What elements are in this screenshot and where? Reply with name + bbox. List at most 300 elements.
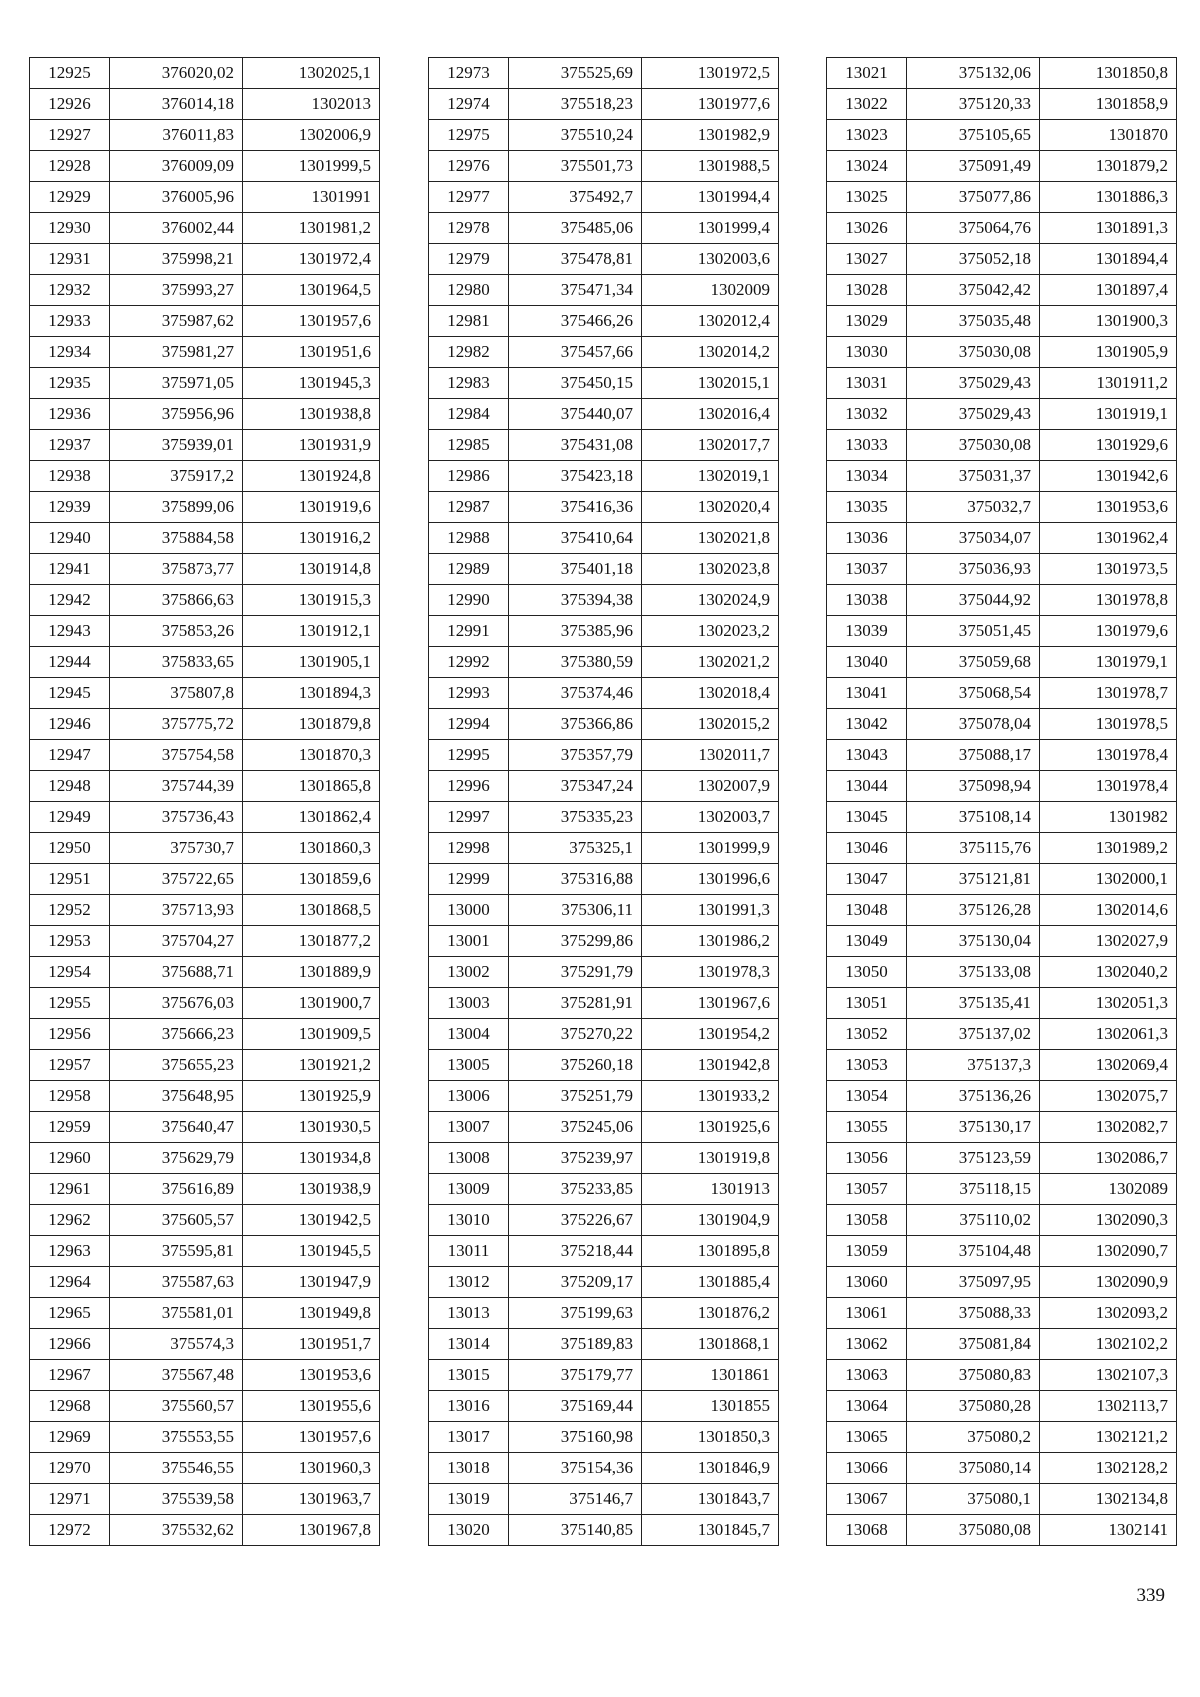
y-coordinate-cell: 1302134,8 bbox=[1040, 1484, 1177, 1515]
x-coordinate-cell: 375466,26 bbox=[509, 306, 642, 337]
y-coordinate-cell: 1301978,7 bbox=[1040, 678, 1177, 709]
y-coordinate-cell: 1302014,6 bbox=[1040, 895, 1177, 926]
table-row bbox=[30, 740, 380, 771]
x-coordinate-cell: 375120,33 bbox=[907, 89, 1040, 120]
table-row bbox=[827, 1391, 1177, 1422]
y-coordinate-cell: 1301955,6 bbox=[243, 1391, 380, 1422]
y-coordinate-cell: 1301891,3 bbox=[1040, 213, 1177, 244]
y-coordinate-cell: 1301982 bbox=[1040, 802, 1177, 833]
point-number-cell: 13067 bbox=[827, 1484, 907, 1515]
x-coordinate-cell: 375416,36 bbox=[509, 492, 642, 523]
point-number-cell: 13038 bbox=[827, 585, 907, 616]
table-row bbox=[429, 1174, 779, 1205]
table-row bbox=[827, 585, 1177, 616]
table-row bbox=[30, 182, 380, 213]
y-coordinate-cell: 1302014,2 bbox=[642, 337, 779, 368]
table-row bbox=[30, 1205, 380, 1236]
x-coordinate-cell: 375492,7 bbox=[509, 182, 642, 213]
y-coordinate-cell: 1301989,2 bbox=[1040, 833, 1177, 864]
table-row bbox=[429, 957, 779, 988]
y-coordinate-cell: 1302012,4 bbox=[642, 306, 779, 337]
x-coordinate-cell: 375088,33 bbox=[907, 1298, 1040, 1329]
x-coordinate-cell: 375140,85 bbox=[509, 1515, 642, 1546]
y-coordinate-cell: 1301876,2 bbox=[642, 1298, 779, 1329]
y-coordinate-cell: 1302023,2 bbox=[642, 616, 779, 647]
table-row bbox=[429, 1391, 779, 1422]
table-row bbox=[827, 771, 1177, 802]
y-coordinate-cell: 1302020,4 bbox=[642, 492, 779, 523]
y-coordinate-cell: 1301924,8 bbox=[243, 461, 380, 492]
y-coordinate-cell: 1302025,1 bbox=[243, 58, 380, 89]
y-coordinate-cell: 1301934,8 bbox=[243, 1143, 380, 1174]
table-row bbox=[429, 1422, 779, 1453]
x-coordinate-cell: 375088,17 bbox=[907, 740, 1040, 771]
point-number-cell: 13035 bbox=[827, 492, 907, 523]
x-coordinate-cell: 375035,48 bbox=[907, 306, 1040, 337]
y-coordinate-cell: 1302019,1 bbox=[642, 461, 779, 492]
table-row bbox=[30, 1267, 380, 1298]
x-coordinate-cell: 376011,83 bbox=[110, 120, 243, 151]
point-number-cell: 13034 bbox=[827, 461, 907, 492]
point-number-cell: 12998 bbox=[429, 833, 509, 864]
point-number-cell: 12929 bbox=[30, 182, 110, 213]
point-number-cell: 13024 bbox=[827, 151, 907, 182]
point-number-cell: 12948 bbox=[30, 771, 110, 802]
point-number-cell: 12979 bbox=[429, 244, 509, 275]
y-coordinate-cell: 1301991 bbox=[243, 182, 380, 213]
y-coordinate-cell: 1301915,3 bbox=[243, 585, 380, 616]
y-coordinate-cell: 1301925,6 bbox=[642, 1112, 779, 1143]
table-row bbox=[30, 1422, 380, 1453]
y-coordinate-cell: 1301905,9 bbox=[1040, 337, 1177, 368]
point-number-cell: 12968 bbox=[30, 1391, 110, 1422]
point-number-cell: 13051 bbox=[827, 988, 907, 1019]
y-coordinate-cell: 1301861 bbox=[642, 1360, 779, 1391]
point-number-cell: 13048 bbox=[827, 895, 907, 926]
table-row bbox=[827, 213, 1177, 244]
x-coordinate-cell: 375029,43 bbox=[907, 368, 1040, 399]
point-number-cell: 12927 bbox=[30, 120, 110, 151]
y-coordinate-cell: 1301982,9 bbox=[642, 120, 779, 151]
point-number-cell: 13054 bbox=[827, 1081, 907, 1112]
point-number-cell: 12989 bbox=[429, 554, 509, 585]
y-coordinate-cell: 1301850,3 bbox=[642, 1422, 779, 1453]
table-row bbox=[827, 926, 1177, 957]
point-number-cell: 12931 bbox=[30, 244, 110, 275]
table-row bbox=[827, 430, 1177, 461]
x-coordinate-cell: 375440,07 bbox=[509, 399, 642, 430]
point-number-cell: 12946 bbox=[30, 709, 110, 740]
table-row bbox=[30, 1050, 380, 1081]
point-number-cell: 13010 bbox=[429, 1205, 509, 1236]
x-coordinate-cell: 375245,06 bbox=[509, 1112, 642, 1143]
y-coordinate-cell: 1302021,2 bbox=[642, 647, 779, 678]
y-coordinate-cell: 1302128,2 bbox=[1040, 1453, 1177, 1484]
x-coordinate-cell: 376009,09 bbox=[110, 151, 243, 182]
y-coordinate-cell: 1301886,3 bbox=[1040, 182, 1177, 213]
y-coordinate-cell: 1301858,9 bbox=[1040, 89, 1177, 120]
point-number-cell: 12985 bbox=[429, 430, 509, 461]
table-row bbox=[827, 647, 1177, 678]
x-coordinate-cell: 375080,83 bbox=[907, 1360, 1040, 1391]
table-row bbox=[30, 1515, 380, 1546]
y-coordinate-cell: 1301868,1 bbox=[642, 1329, 779, 1360]
x-coordinate-cell: 375270,22 bbox=[509, 1019, 642, 1050]
point-number-cell: 13003 bbox=[429, 988, 509, 1019]
x-coordinate-cell: 375501,73 bbox=[509, 151, 642, 182]
x-coordinate-cell: 375736,43 bbox=[110, 802, 243, 833]
coordinates-table-1 bbox=[29, 57, 380, 1546]
point-number-cell: 12928 bbox=[30, 151, 110, 182]
point-number-cell: 13057 bbox=[827, 1174, 907, 1205]
y-coordinate-cell: 1301868,5 bbox=[243, 895, 380, 926]
y-coordinate-cell: 1301938,8 bbox=[243, 399, 380, 430]
table-row bbox=[30, 585, 380, 616]
y-coordinate-cell: 1302075,7 bbox=[1040, 1081, 1177, 1112]
x-coordinate-cell: 375097,95 bbox=[907, 1267, 1040, 1298]
x-coordinate-cell: 375080,1 bbox=[907, 1484, 1040, 1515]
y-coordinate-cell: 1301919,6 bbox=[243, 492, 380, 523]
x-coordinate-cell: 375299,86 bbox=[509, 926, 642, 957]
point-number-cell: 12930 bbox=[30, 213, 110, 244]
y-coordinate-cell: 1301991,3 bbox=[642, 895, 779, 926]
x-coordinate-cell: 375640,47 bbox=[110, 1112, 243, 1143]
point-number-cell: 12934 bbox=[30, 337, 110, 368]
point-number-cell: 13001 bbox=[429, 926, 509, 957]
x-coordinate-cell: 375478,81 bbox=[509, 244, 642, 275]
table-row bbox=[827, 616, 1177, 647]
x-coordinate-cell: 375179,77 bbox=[509, 1360, 642, 1391]
table-row bbox=[30, 771, 380, 802]
table-row bbox=[827, 523, 1177, 554]
point-number-cell: 13040 bbox=[827, 647, 907, 678]
point-number-cell: 13061 bbox=[827, 1298, 907, 1329]
y-coordinate-cell: 1301850,8 bbox=[1040, 58, 1177, 89]
point-number-cell: 12980 bbox=[429, 275, 509, 306]
point-number-cell: 12972 bbox=[30, 1515, 110, 1546]
y-coordinate-cell: 1302021,8 bbox=[642, 523, 779, 554]
x-coordinate-cell: 375510,24 bbox=[509, 120, 642, 151]
x-coordinate-cell: 375146,7 bbox=[509, 1484, 642, 1515]
table-row bbox=[429, 1143, 779, 1174]
table-row bbox=[429, 802, 779, 833]
table-row bbox=[30, 647, 380, 678]
x-coordinate-cell: 375616,89 bbox=[110, 1174, 243, 1205]
x-coordinate-cell: 375137,3 bbox=[907, 1050, 1040, 1081]
y-coordinate-cell: 1302023,8 bbox=[642, 554, 779, 585]
table-row bbox=[429, 1236, 779, 1267]
x-coordinate-cell: 375260,18 bbox=[509, 1050, 642, 1081]
point-number-cell: 13009 bbox=[429, 1174, 509, 1205]
table-row bbox=[30, 1453, 380, 1484]
x-coordinate-cell: 375029,43 bbox=[907, 399, 1040, 430]
table-row bbox=[827, 1205, 1177, 1236]
point-number-cell: 12973 bbox=[429, 58, 509, 89]
point-number-cell: 13065 bbox=[827, 1422, 907, 1453]
point-number-cell: 12939 bbox=[30, 492, 110, 523]
y-coordinate-cell: 1301960,3 bbox=[243, 1453, 380, 1484]
table-row bbox=[30, 1019, 380, 1050]
table-row bbox=[30, 337, 380, 368]
x-coordinate-cell: 375730,7 bbox=[110, 833, 243, 864]
table-row bbox=[429, 337, 779, 368]
x-coordinate-cell: 375226,67 bbox=[509, 1205, 642, 1236]
y-coordinate-cell: 1301931,9 bbox=[243, 430, 380, 461]
x-coordinate-cell: 375281,91 bbox=[509, 988, 642, 1019]
x-coordinate-cell: 375981,27 bbox=[110, 337, 243, 368]
table-row bbox=[429, 1298, 779, 1329]
x-coordinate-cell: 375136,26 bbox=[907, 1081, 1040, 1112]
point-number-cell: 13015 bbox=[429, 1360, 509, 1391]
point-number-cell: 13060 bbox=[827, 1267, 907, 1298]
point-number-cell: 13026 bbox=[827, 213, 907, 244]
table-row bbox=[429, 523, 779, 554]
point-number-cell: 13047 bbox=[827, 864, 907, 895]
table-row bbox=[827, 895, 1177, 926]
y-coordinate-cell: 1301986,2 bbox=[642, 926, 779, 957]
point-number-cell: 13066 bbox=[827, 1453, 907, 1484]
table-row bbox=[30, 1174, 380, 1205]
table-row bbox=[30, 461, 380, 492]
y-coordinate-cell: 1301877,2 bbox=[243, 926, 380, 957]
y-coordinate-cell: 1302051,3 bbox=[1040, 988, 1177, 1019]
x-coordinate-cell: 375059,68 bbox=[907, 647, 1040, 678]
point-number-cell: 12977 bbox=[429, 182, 509, 213]
y-coordinate-cell: 1301957,6 bbox=[243, 306, 380, 337]
point-number-cell: 12941 bbox=[30, 554, 110, 585]
y-coordinate-cell: 1302090,3 bbox=[1040, 1205, 1177, 1236]
y-coordinate-cell: 1301846,9 bbox=[642, 1453, 779, 1484]
y-coordinate-cell: 1301900,3 bbox=[1040, 306, 1177, 337]
x-coordinate-cell: 375052,18 bbox=[907, 244, 1040, 275]
y-coordinate-cell: 1302015,2 bbox=[642, 709, 779, 740]
table-row bbox=[827, 492, 1177, 523]
table-row bbox=[429, 678, 779, 709]
x-coordinate-cell: 375366,86 bbox=[509, 709, 642, 740]
table-row bbox=[30, 616, 380, 647]
point-number-cell: 12953 bbox=[30, 926, 110, 957]
y-coordinate-cell: 1301999,5 bbox=[243, 151, 380, 182]
x-coordinate-cell: 375335,23 bbox=[509, 802, 642, 833]
x-coordinate-cell: 375655,23 bbox=[110, 1050, 243, 1081]
table-row bbox=[429, 275, 779, 306]
y-coordinate-cell: 1301897,4 bbox=[1040, 275, 1177, 306]
point-number-cell: 13058 bbox=[827, 1205, 907, 1236]
point-number-cell: 12962 bbox=[30, 1205, 110, 1236]
y-coordinate-cell: 1301913 bbox=[642, 1174, 779, 1205]
y-coordinate-cell: 1301859,6 bbox=[243, 864, 380, 895]
point-number-cell: 12981 bbox=[429, 306, 509, 337]
table-row bbox=[429, 306, 779, 337]
point-number-cell: 12999 bbox=[429, 864, 509, 895]
y-coordinate-cell: 1302016,4 bbox=[642, 399, 779, 430]
y-coordinate-cell: 1302121,2 bbox=[1040, 1422, 1177, 1453]
y-coordinate-cell: 1301994,4 bbox=[642, 182, 779, 213]
x-coordinate-cell: 375133,08 bbox=[907, 957, 1040, 988]
x-coordinate-cell: 375108,14 bbox=[907, 802, 1040, 833]
x-coordinate-cell: 375189,83 bbox=[509, 1329, 642, 1360]
point-number-cell: 13019 bbox=[429, 1484, 509, 1515]
x-coordinate-cell: 375648,95 bbox=[110, 1081, 243, 1112]
point-number-cell: 12991 bbox=[429, 616, 509, 647]
y-coordinate-cell: 1302069,4 bbox=[1040, 1050, 1177, 1081]
y-coordinate-cell: 1301925,9 bbox=[243, 1081, 380, 1112]
point-number-cell: 12954 bbox=[30, 957, 110, 988]
table-row bbox=[827, 1267, 1177, 1298]
x-coordinate-cell: 375713,93 bbox=[110, 895, 243, 926]
table-row bbox=[30, 89, 380, 120]
y-coordinate-cell: 1302007,9 bbox=[642, 771, 779, 802]
table-row bbox=[429, 554, 779, 585]
y-coordinate-cell: 1302086,7 bbox=[1040, 1143, 1177, 1174]
point-number-cell: 12936 bbox=[30, 399, 110, 430]
table-row bbox=[429, 1267, 779, 1298]
point-number-cell: 12978 bbox=[429, 213, 509, 244]
x-coordinate-cell: 375410,64 bbox=[509, 523, 642, 554]
y-coordinate-cell: 1302102,2 bbox=[1040, 1329, 1177, 1360]
table-row bbox=[30, 1081, 380, 1112]
table-row bbox=[827, 275, 1177, 306]
x-coordinate-cell: 375971,05 bbox=[110, 368, 243, 399]
point-number-cell: 12947 bbox=[30, 740, 110, 771]
table-row bbox=[429, 461, 779, 492]
x-coordinate-cell: 375209,17 bbox=[509, 1267, 642, 1298]
y-coordinate-cell: 1302013 bbox=[243, 89, 380, 120]
point-number-cell: 12993 bbox=[429, 678, 509, 709]
y-coordinate-cell: 1301945,3 bbox=[243, 368, 380, 399]
y-coordinate-cell: 1301905,1 bbox=[243, 647, 380, 678]
y-coordinate-cell: 1301967,6 bbox=[642, 988, 779, 1019]
x-coordinate-cell: 375666,23 bbox=[110, 1019, 243, 1050]
x-coordinate-cell: 375873,77 bbox=[110, 554, 243, 585]
point-number-cell: 12995 bbox=[429, 740, 509, 771]
x-coordinate-cell: 375080,2 bbox=[907, 1422, 1040, 1453]
page-number: 339 bbox=[1136, 1585, 1165, 1606]
table-row bbox=[429, 120, 779, 151]
y-coordinate-cell: 1301862,4 bbox=[243, 802, 380, 833]
table-row bbox=[429, 1360, 779, 1391]
x-coordinate-cell: 375539,58 bbox=[110, 1484, 243, 1515]
x-coordinate-cell: 375956,96 bbox=[110, 399, 243, 430]
y-coordinate-cell: 1301981,2 bbox=[243, 213, 380, 244]
point-number-cell: 12949 bbox=[30, 802, 110, 833]
table-row bbox=[827, 58, 1177, 89]
table-row bbox=[429, 1081, 779, 1112]
y-coordinate-cell: 1301930,5 bbox=[243, 1112, 380, 1143]
table-row bbox=[30, 678, 380, 709]
point-number-cell: 13023 bbox=[827, 120, 907, 151]
x-coordinate-cell: 375884,58 bbox=[110, 523, 243, 554]
point-number-cell: 13068 bbox=[827, 1515, 907, 1546]
y-coordinate-cell: 1302015,1 bbox=[642, 368, 779, 399]
table-row bbox=[827, 306, 1177, 337]
point-number-cell: 13007 bbox=[429, 1112, 509, 1143]
table-row bbox=[429, 709, 779, 740]
y-coordinate-cell: 1302090,7 bbox=[1040, 1236, 1177, 1267]
point-number-cell: 12965 bbox=[30, 1298, 110, 1329]
x-coordinate-cell: 375744,39 bbox=[110, 771, 243, 802]
y-coordinate-cell: 1302141 bbox=[1040, 1515, 1177, 1546]
table-row bbox=[30, 1236, 380, 1267]
coordinates-table-2 bbox=[428, 57, 779, 1546]
x-coordinate-cell: 375233,85 bbox=[509, 1174, 642, 1205]
point-number-cell: 12966 bbox=[30, 1329, 110, 1360]
point-number-cell: 13016 bbox=[429, 1391, 509, 1422]
y-coordinate-cell: 1302009 bbox=[642, 275, 779, 306]
x-coordinate-cell: 375676,03 bbox=[110, 988, 243, 1019]
x-coordinate-cell: 375316,88 bbox=[509, 864, 642, 895]
x-coordinate-cell: 375306,11 bbox=[509, 895, 642, 926]
x-coordinate-cell: 375044,92 bbox=[907, 585, 1040, 616]
point-number-cell: 13052 bbox=[827, 1019, 907, 1050]
point-number-cell: 12960 bbox=[30, 1143, 110, 1174]
point-number-cell: 13033 bbox=[827, 430, 907, 461]
x-coordinate-cell: 375080,14 bbox=[907, 1453, 1040, 1484]
y-coordinate-cell: 1302003,6 bbox=[642, 244, 779, 275]
y-coordinate-cell: 1301900,7 bbox=[243, 988, 380, 1019]
point-number-cell: 13020 bbox=[429, 1515, 509, 1546]
point-number-cell: 12971 bbox=[30, 1484, 110, 1515]
x-coordinate-cell: 375064,76 bbox=[907, 213, 1040, 244]
y-coordinate-cell: 1302040,2 bbox=[1040, 957, 1177, 988]
x-coordinate-cell: 375199,63 bbox=[509, 1298, 642, 1329]
table-row bbox=[827, 988, 1177, 1019]
y-coordinate-cell: 1301978,4 bbox=[1040, 771, 1177, 802]
point-number-cell: 13028 bbox=[827, 275, 907, 306]
table-row bbox=[429, 151, 779, 182]
table-row bbox=[429, 58, 779, 89]
y-coordinate-cell: 1301978,8 bbox=[1040, 585, 1177, 616]
point-number-cell: 13041 bbox=[827, 678, 907, 709]
x-coordinate-cell: 375325,1 bbox=[509, 833, 642, 864]
point-number-cell: 13021 bbox=[827, 58, 907, 89]
point-number-cell: 12988 bbox=[429, 523, 509, 554]
point-number-cell: 12933 bbox=[30, 306, 110, 337]
x-coordinate-cell: 375722,65 bbox=[110, 864, 243, 895]
x-coordinate-cell: 375137,02 bbox=[907, 1019, 1040, 1050]
point-number-cell: 13037 bbox=[827, 554, 907, 585]
x-coordinate-cell: 375098,94 bbox=[907, 771, 1040, 802]
point-number-cell: 13030 bbox=[827, 337, 907, 368]
table-row bbox=[429, 585, 779, 616]
point-number-cell: 12942 bbox=[30, 585, 110, 616]
y-coordinate-cell: 1301953,6 bbox=[243, 1360, 380, 1391]
table-row bbox=[827, 182, 1177, 213]
point-number-cell: 12957 bbox=[30, 1050, 110, 1081]
point-number-cell: 13046 bbox=[827, 833, 907, 864]
point-number-cell: 12987 bbox=[429, 492, 509, 523]
table-row bbox=[30, 492, 380, 523]
y-coordinate-cell: 1301929,6 bbox=[1040, 430, 1177, 461]
point-number-cell: 12937 bbox=[30, 430, 110, 461]
table-row bbox=[429, 1050, 779, 1081]
point-number-cell: 12963 bbox=[30, 1236, 110, 1267]
point-number-cell: 13053 bbox=[827, 1050, 907, 1081]
table-row bbox=[827, 1019, 1177, 1050]
y-coordinate-cell: 1301972,5 bbox=[642, 58, 779, 89]
table-row bbox=[827, 802, 1177, 833]
table-row bbox=[827, 1360, 1177, 1391]
point-number-cell: 13062 bbox=[827, 1329, 907, 1360]
point-number-cell: 13044 bbox=[827, 771, 907, 802]
table-row bbox=[30, 430, 380, 461]
x-coordinate-cell: 375130,04 bbox=[907, 926, 1040, 957]
x-coordinate-cell: 375380,59 bbox=[509, 647, 642, 678]
table-row bbox=[827, 740, 1177, 771]
table-row bbox=[30, 1360, 380, 1391]
table-row bbox=[30, 213, 380, 244]
table-row bbox=[429, 89, 779, 120]
